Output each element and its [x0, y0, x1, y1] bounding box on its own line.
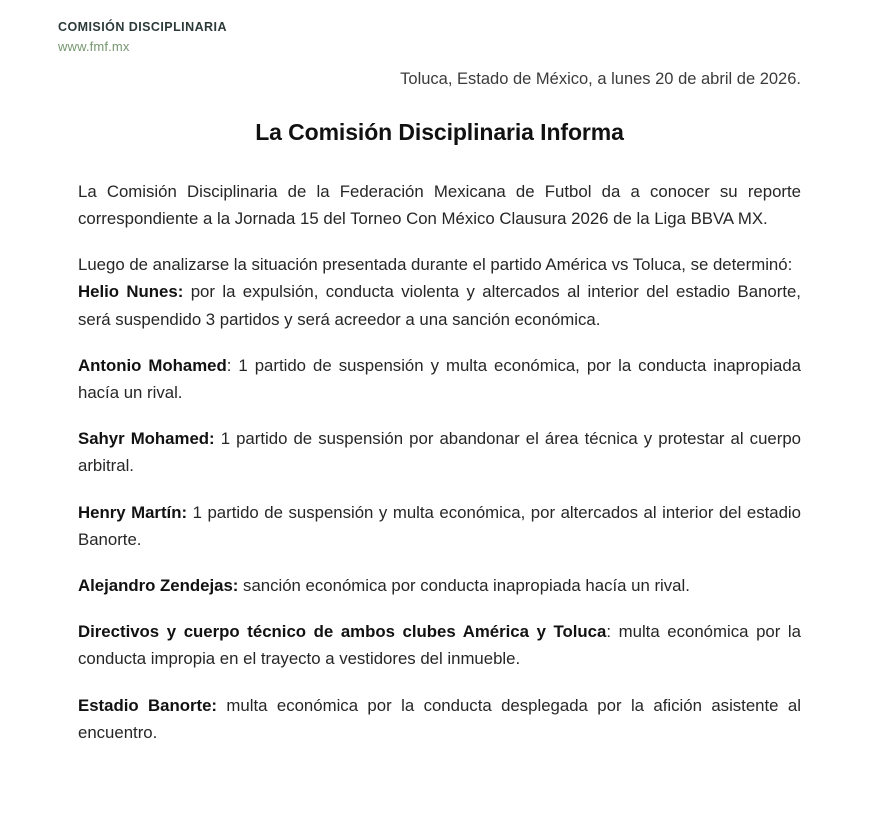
- ruling-subject: Antonio Mohamed: [78, 355, 227, 375]
- ruling-detail: : multa económica por la conducta impropia en el trayecto a vestidores del inmueble.: [78, 622, 801, 669]
- context-paragraph: Luego de analizarse la situación presentada durante el partido América vs Toluca, se determinó:: [78, 255, 793, 275]
- ruling-subject: Alejandro Zendejas:: [78, 576, 239, 596]
- intro-paragraph: La Comisión Disciplinaria de la Federación Mexicana de Futbol da a conocer su reporte correspondiente a la Jornada 15 del Torneo Con México Clausura 2026 de la Liga BBVA MX.: [78, 181, 801, 229]
- ruling-subject: Sahyr Mohamed:: [78, 429, 215, 449]
- organization-name: COMISIÓN DISCIPLINARIA: [58, 20, 227, 34]
- ruling-detail: 1 partido de suspensión y multa económica, por altercados al interior del estadio Banorte.: [78, 502, 801, 549]
- website-link[interactable]: www.fmf.mx: [58, 38, 130, 54]
- ruling-subject: Henry Martín:: [78, 502, 188, 522]
- page-title: La Comisión Disciplinaria Informa: [255, 118, 624, 145]
- ruling-item: [78, 572, 801, 599]
- dateline: Toluca, Estado de México, a lunes 20 de abril de 2026.: [400, 70, 801, 88]
- ruling-detail: multa económica por la conducta desplegada por la afición asistente al encuentro.: [78, 695, 801, 742]
- ruling-subject: Estadio Banorte:: [78, 695, 218, 715]
- ruling-subject: Directivos y cuerpo técnico de ambos clubes América y Toluca: [78, 622, 607, 642]
- ruling-item: [78, 618, 801, 672]
- ruling-item: [78, 278, 801, 332]
- rulings-list: [78, 278, 801, 746]
- ruling-item: [78, 425, 801, 479]
- letterhead: [58, 20, 227, 56]
- ruling-item: [78, 352, 801, 406]
- ruling-item: [78, 692, 801, 746]
- ruling-item: [78, 499, 801, 553]
- ruling-detail: 1 partido de suspensión por abandonar el área técnica y protestar al cuerpo arbitral.: [78, 429, 801, 476]
- ruling-detail: : 1 partido de suspensión y multa económica, por la conducta inapropiada hacía un rival.: [78, 355, 801, 403]
- ruling-detail: sanción económica por conducta inapropiada hacía un rival.: [238, 576, 690, 596]
- ruling-detail: por la expulsión, conducta violenta y altercados al interior del estadio Banorte, será suspendido 3 partidos y será acreedor a una sanción económica.: [78, 282, 801, 329]
- document-body: [78, 68, 801, 746]
- ruling-subject: Helio Nunes:: [78, 282, 184, 302]
